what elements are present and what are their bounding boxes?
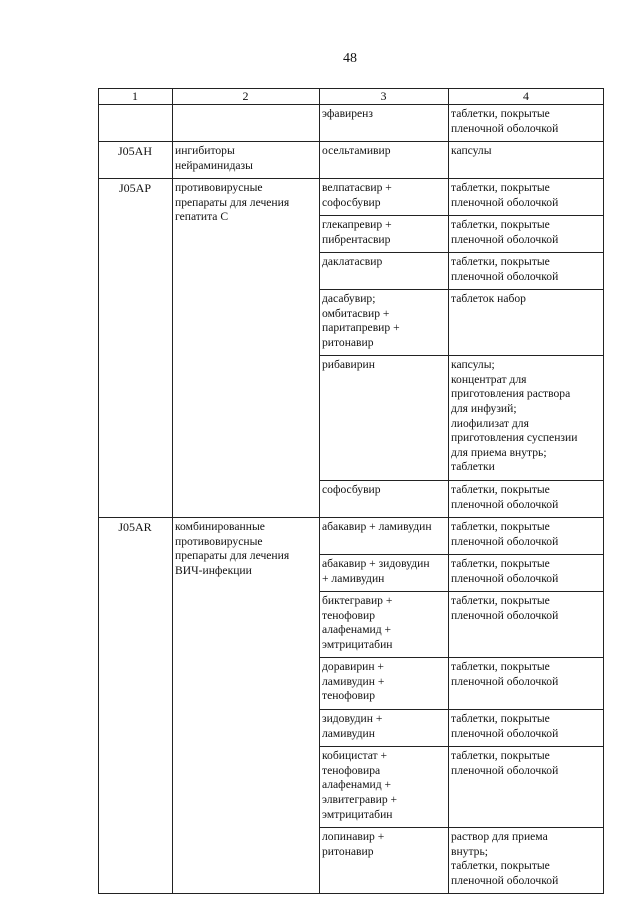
dosage-form: капсулы; концентрат для приготовления раствора для инфузий; лиофилизат для приготовления суспензии для приема внутрь; таблетки xyxy=(451,358,578,474)
dosage-form: таблетки, покрытые пленочной оболочкой xyxy=(451,255,559,283)
dosage-form: раствор для приема внутрь; таблетки, покрытые пленочной оболочкой xyxy=(451,830,559,887)
drug-name: софосбувир xyxy=(322,483,381,497)
group-divider xyxy=(98,893,604,894)
table-top-border xyxy=(98,88,604,89)
drug-name: зидовудин + ламивудин xyxy=(322,712,383,740)
dosage-form: таблетки, покрытые пленочной оболочкой xyxy=(451,181,559,209)
group-name: противовирусные препараты для лечения гепатита С xyxy=(175,181,290,224)
row-divider xyxy=(319,480,604,481)
row-divider xyxy=(319,289,604,290)
drug-name: кобицистат + тенофовира алафенамид + элвитегравир + эмтрицитабин xyxy=(322,749,398,821)
drug-name: биктегравир + тенофовир алафенамид + эмтрицитабин xyxy=(322,594,393,651)
group-name: комбинированные противовирусные препараты для лечения ВИЧ-инфекции xyxy=(175,520,290,577)
atc-code: J05AP xyxy=(118,181,151,196)
atc-code: J05AR xyxy=(118,520,152,535)
dosage-form: таблетки, покрытые пленочной оболочкой xyxy=(451,107,559,135)
dosage-form: таблетки, покрытые пленочной оболочкой xyxy=(451,594,559,622)
dosage-form: таблетки, покрытые пленочной оболочкой xyxy=(451,557,559,585)
dosage-form: таблеток набор xyxy=(451,292,526,306)
drug-name: велпатасвир + софосбувир xyxy=(322,181,392,209)
page-number: 48 xyxy=(343,51,357,66)
atc-code: J05AH xyxy=(117,144,152,158)
group-name: ингибиторы нейраминидазы xyxy=(175,144,253,172)
drug-name: абакавир + зидовудин + ламивудин xyxy=(322,557,430,585)
row-divider xyxy=(319,591,604,592)
drug-name: даклатасвир xyxy=(322,255,383,269)
group-divider xyxy=(98,178,604,179)
drug-name: доравирин + ламивудин + тенофовир xyxy=(322,660,385,703)
drug-name: дасабувир; омбитасвир + паритапревир + ритонавир xyxy=(322,292,400,349)
row-divider xyxy=(319,827,604,828)
column-header: 3 xyxy=(380,89,387,103)
dosage-form: таблетки, покрытые пленочной оболочкой xyxy=(451,520,559,548)
drug-name: рибавирин xyxy=(322,358,375,372)
column-header: 4 xyxy=(523,89,529,103)
column-line xyxy=(98,88,99,894)
group-divider xyxy=(98,517,604,518)
drug-name: осельтамивир xyxy=(322,144,391,157)
row-divider xyxy=(319,657,604,658)
group-divider xyxy=(98,141,604,142)
dosage-form: таблетки, покрытые пленочной оболочкой xyxy=(451,483,559,511)
row-divider xyxy=(319,554,604,555)
dosage-form: капсулы xyxy=(451,144,492,157)
column-line xyxy=(448,88,449,894)
dosage-form: таблетки, покрытые пленочной оболочкой xyxy=(451,660,559,688)
dosage-form: таблетки, покрытые пленочной оболочкой xyxy=(451,712,559,740)
drug-name: глекапревир + пибрентасвир xyxy=(322,218,392,246)
row-divider xyxy=(319,215,604,216)
column-header: 1 xyxy=(132,89,138,103)
dosage-form: таблетки, покрытые пленочной оболочкой xyxy=(451,218,559,246)
drug-name: эфавиренз xyxy=(322,107,373,120)
dosage-form: таблетки, покрытые пленочной оболочкой xyxy=(451,749,559,777)
row-divider xyxy=(319,746,604,747)
row-divider xyxy=(319,355,604,356)
column-header: 2 xyxy=(242,89,249,103)
column-line xyxy=(603,88,604,894)
column-line xyxy=(319,88,320,894)
column-line xyxy=(172,88,173,894)
row-divider xyxy=(319,252,604,253)
header-bottom-border xyxy=(98,104,604,105)
row-divider xyxy=(319,709,604,710)
drug-name: лопинавир + ритонавир xyxy=(322,830,385,858)
drug-name: абакавир + ламивудин xyxy=(322,520,432,534)
